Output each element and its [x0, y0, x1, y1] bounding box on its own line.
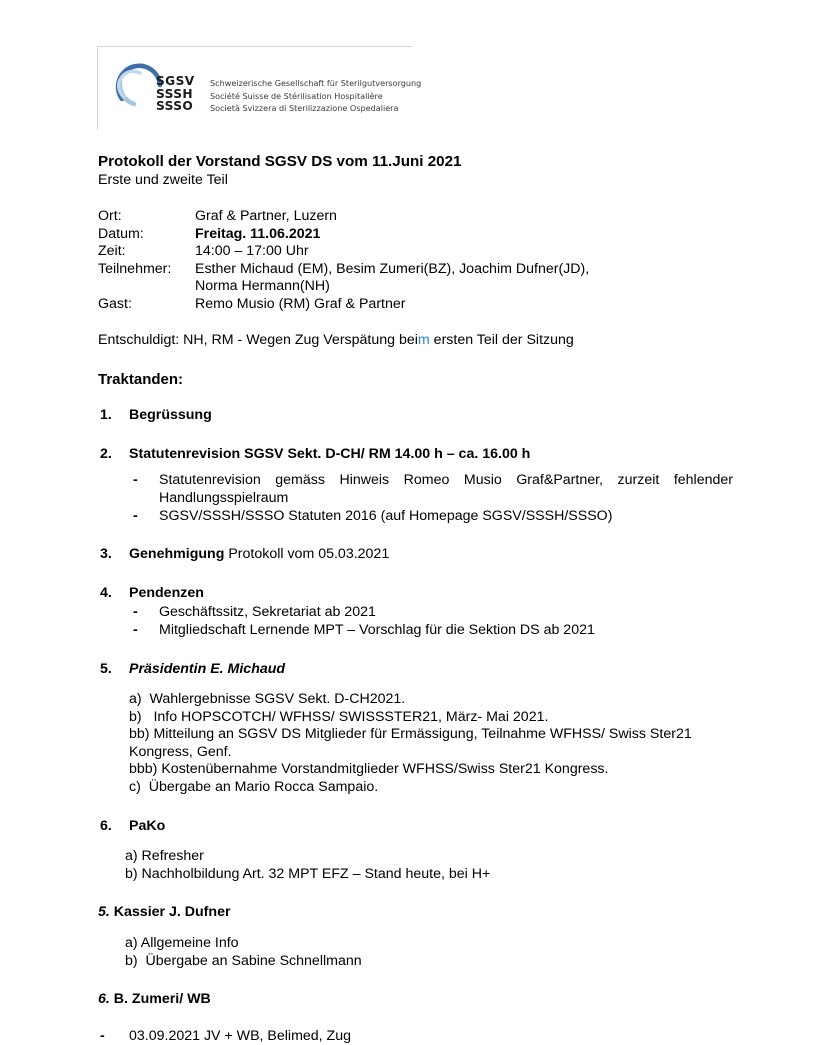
- list-item: bbb) Kostenübernahme Vorstandmitglieder WFHSS/Swiss Ster21 Kongress.: [129, 761, 609, 778]
- agenda-item-5-lines: [98, 691, 733, 797]
- dash-bullet-icon: -: [133, 507, 138, 524]
- excused-note-highlight: m: [417, 331, 430, 348]
- list-item: [129, 622, 733, 640]
- agenda-item-number: 5.: [100, 660, 112, 677]
- meta-row-ort: [98, 208, 733, 226]
- agenda-item-2-bullets: [98, 472, 733, 525]
- meta-label: Ort:: [98, 208, 122, 224]
- agenda-item-title: Statutenrevision SGSV Sekt. D-CH/ RM 14.00 h – ca. 16.00 h: [129, 445, 531, 462]
- excused-note-prefix: Entschuldigt: NH, RM - Wegen Zug Verspätung bei: [98, 331, 418, 348]
- agenda-item-zumeri: [98, 991, 733, 1009]
- meta-label: Teilnehmer:: [98, 260, 172, 277]
- list-item: a) Allgemeine Info: [125, 935, 239, 952]
- agenda-item-4-bullets: [98, 604, 733, 639]
- meta-value-continuation: Norma Hermann(NH): [195, 278, 330, 295]
- meta-row-gast: [98, 296, 733, 314]
- page-subtitle: Erste und zweite Teil: [98, 172, 228, 188]
- list-item-text: Geschäftssitz, Sekretariat ab 2021: [159, 604, 376, 621]
- logo-tagline-it: Società Svizzera di Sterilizzazione Ospedaliera: [210, 103, 399, 114]
- logo-tagline-de: Schweizerische Gesellschaft für Sterilgutversorgung: [210, 78, 422, 88]
- agenda-item-title: B. Zumeri/ WB: [109, 991, 211, 1008]
- meeting-meta: [98, 208, 733, 314]
- agenda-item-kassier-lines: [98, 935, 733, 970]
- agenda-item-title: Kassier J. Dufner: [109, 904, 231, 921]
- agenda-item-kassier: [98, 904, 733, 922]
- meta-value: Freitag. 11.06.2021: [195, 225, 321, 242]
- agenda-item-zumeri-bullet: [98, 1028, 733, 1045]
- agenda-item-title: PaKo: [129, 817, 166, 834]
- list-item-text: SGSV/SSSH/SSSO Statuten 2016 (auf Homepage SGSV/SSSH/SSSO): [159, 507, 613, 524]
- logo-acronym-it: SSSO: [156, 99, 194, 114]
- meta-row-datum: [98, 226, 733, 244]
- agenda-item-6-lines: [98, 848, 733, 883]
- dash-bullet-icon: -: [133, 621, 138, 638]
- agenda-item-5: [98, 661, 733, 679]
- dash-bullet-icon: -: [133, 472, 138, 489]
- agenda-item-4: [98, 585, 733, 603]
- list-item: Kongress, Genf.: [129, 743, 232, 760]
- logo-acronyms: [156, 75, 195, 113]
- agenda-heading: Traktanden:: [98, 371, 184, 389]
- logo-acronym-fr: SSSH: [156, 86, 194, 101]
- agenda-item-number: 1.: [100, 407, 112, 424]
- agenda-item-number: 6.: [98, 991, 110, 1008]
- agenda-item-2: [98, 446, 733, 464]
- agenda-item-number: 5.: [98, 904, 110, 921]
- letterhead: [97, 46, 422, 130]
- agenda-item-number: 4.: [100, 584, 112, 601]
- meta-value: 14:00 – 17:00 Uhr: [195, 243, 309, 260]
- agenda-item-number: 2.: [100, 445, 112, 462]
- list-item: bb) Mitteilung an SGSV DS Mitglieder für Ermässigung, Teilnahme WFHSS/ Swiss Ster21: [129, 726, 692, 743]
- agenda-item-number: 3.: [100, 546, 112, 563]
- logo-acronym-de: SGSV: [156, 74, 195, 88]
- page-title: Protokoll der Vorstand SGSV DS vom 11.Juni 2021: [98, 153, 462, 170]
- agenda-item-number: 6.: [100, 817, 112, 834]
- agenda-item-detail: Protokoll vom 05.03.2021: [224, 546, 390, 563]
- excused-note-suffix: ersten Teil der Sitzung: [429, 331, 574, 348]
- meta-value: Esther Michaud (EM), Besim Zumeri(BZ), Joachim Dufner(JD),: [195, 260, 590, 277]
- meta-row-zeit: [98, 243, 733, 261]
- dash-bullet-icon: -: [133, 604, 138, 621]
- dash-bullet-icon: -: [100, 1027, 105, 1044]
- meta-value: Graf & Partner, Luzern: [195, 208, 337, 224]
- list-item: b) Übergabe an Sabine Schnellmann: [125, 952, 362, 969]
- list-item-text: Mitgliedschaft Lernende MPT – Vorschlag für die Sektion DS ab 2021: [159, 621, 595, 638]
- meta-row-teilnehmer: [98, 261, 733, 279]
- excused-note: [98, 332, 733, 350]
- logo-tagline: [210, 77, 421, 115]
- list-item-text: 03.09.2021 JV + WB, Belimed, Zug: [129, 1027, 351, 1044]
- agenda-item-title: Begrüssung: [129, 407, 212, 424]
- list-item: [129, 604, 733, 622]
- list-item: a) Wahlergebnisse SGSV Sekt. D-CH2021.: [129, 691, 406, 708]
- list-item: [129, 508, 733, 526]
- list-item-text: Statutenrevision gemäss Hinweis Romeo Musio Graf&Partner, zurzeit fehlender Handlungsspielraum: [159, 472, 733, 506]
- list-item: b) Nachholbildung Art. 32 MPT EFZ – Stand heute, bei H+: [125, 865, 491, 882]
- list-item: c) Übergabe an Mario Rocca Sampaio.: [129, 779, 379, 796]
- agenda-item-title: Genehmigung: [129, 546, 225, 563]
- meta-label: Zeit:: [98, 243, 126, 260]
- sgsv-logo: [110, 51, 422, 127]
- meta-label: Gast:: [98, 295, 132, 312]
- meta-value: Remo Musio (RM) Graf & Partner: [195, 295, 406, 312]
- list-item: b) Info HOPSCOTCH/ WFHSS/ SWISSSTER21, März- Mai 2021.: [129, 708, 549, 725]
- agenda-item-title: Präsidentin E. Michaud: [129, 660, 286, 677]
- meta-label: Datum:: [98, 225, 144, 242]
- list-item: [129, 472, 733, 507]
- agenda-item-6: [98, 818, 733, 836]
- document-body: [98, 152, 733, 1045]
- agenda-item-1: [98, 407, 733, 425]
- agenda-item-3: [98, 546, 733, 564]
- list-item: a) Refresher: [125, 848, 204, 865]
- logo-tagline-fr: Société Suisse de Stérilisation Hospitalière: [210, 90, 383, 101]
- agenda-item-title: Pendenzen: [129, 584, 204, 601]
